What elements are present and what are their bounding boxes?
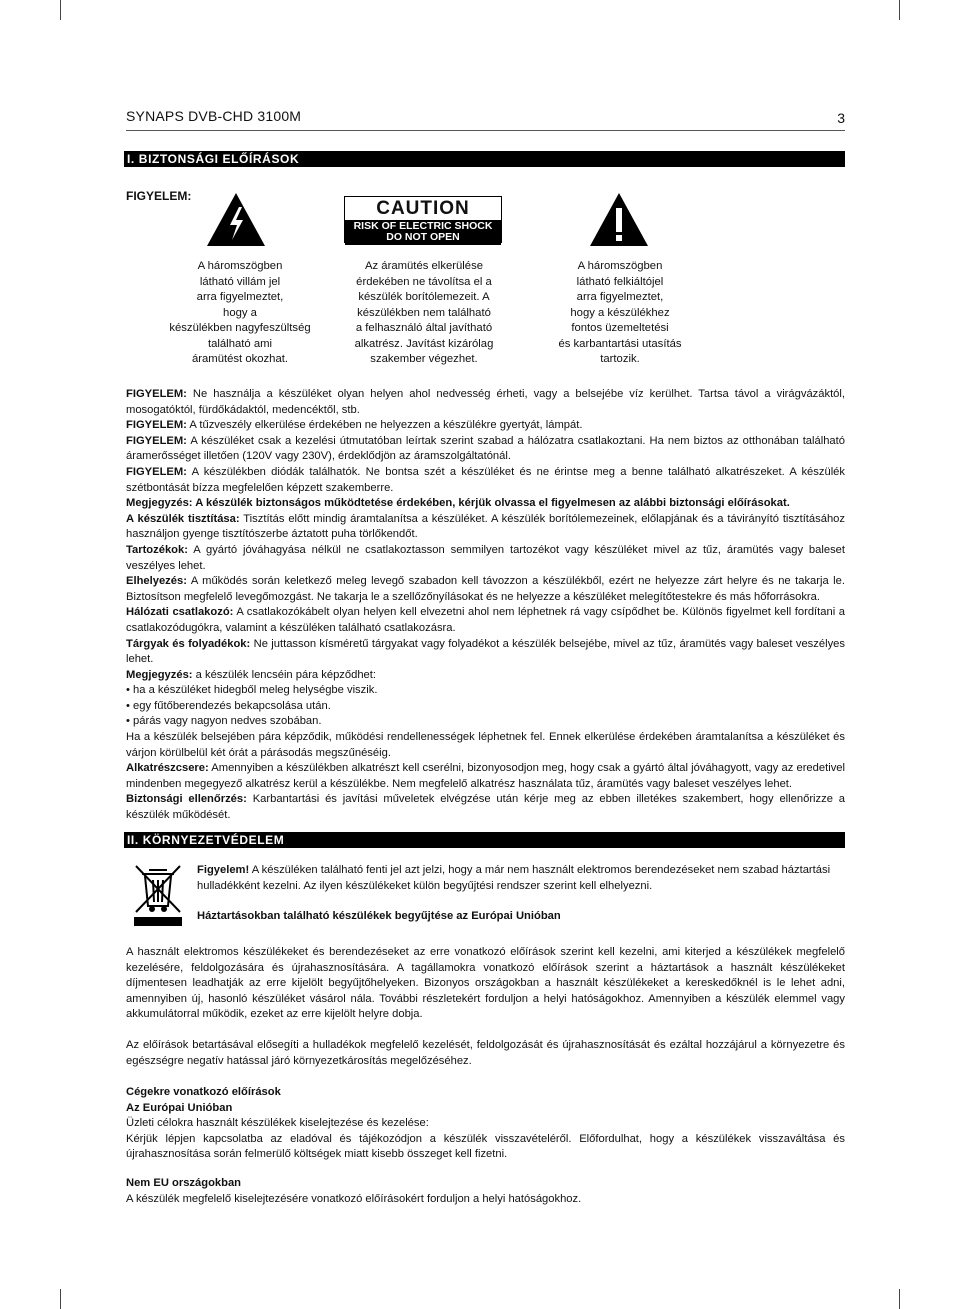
warning-paragraph bbox=[126, 761, 845, 792]
warning-text: Karbantartási és javítási műveletek elvégzése után kérje meg az ebben illetékes szakembert, hogy ellenőrizze a készülék működését. bbox=[126, 793, 846, 822]
eu-line-2: Kérjük lépjen kapcsolatba az eladóval és tájékozódjon a készülék visszavételéről. Előfordulhat, hogy a készülékek visszaváltása és újrahasznosítása során felmerülő költségek miatt kisebb összeget kell fizetni. bbox=[126, 1132, 845, 1161]
safety-instructions bbox=[126, 387, 845, 824]
warning-paragraph bbox=[126, 434, 845, 465]
figyelem-bang-label: Figyelem! bbox=[197, 864, 250, 876]
warning-text: Ne juttasson kísméretű tárgyakat vagy folyadékot a készülék belsejébe, mivel az tűz, áramütés vagy baleset veszélyes lehet. bbox=[126, 637, 845, 666]
weee-notice-text: A készüléken található fenti jel azt jelzi, hogy a már nem használt elektromos berendezéseket nem szabad háztartási hulladékként kezelni. Az ilyen készülékeket külön begyűjtési rendszer szerint kell elhelyezni. bbox=[197, 864, 831, 892]
bullet-item bbox=[126, 683, 845, 699]
warning-text: Ha a készülék belsejében pára képződik, működési rendellenességek léphetnek fel. Ennek elkerülése érdekében áramtalanítsa a készüléket és várjon körülbelül két órát a párásodás megszűnéséig. bbox=[126, 731, 845, 759]
caution-label bbox=[344, 196, 502, 243]
non-eu-text: A készülék megfelelő kiselejtezésére vonatkozó előírásokért forduljon a helyi hatóságokhoz. bbox=[126, 1192, 582, 1205]
warning-text: Tisztítás előtt mindig áramtalanítsa a készüléket. A készülék borítólemezeinek, előlapjának és a távirányító tisztításához használjon gyenge tisztítószerbe áztatott puha törlőkendőt. bbox=[126, 512, 845, 541]
warning-text: A gyártó jóváhagyása nélkül ne csatlakoztasson semmilyen tartozékot vagy készüléket mivel az tűz, áramütés vagy baleset veszélyes lehet. bbox=[126, 543, 845, 572]
warning-label: Tárgyak és folyadékok: bbox=[126, 637, 251, 650]
warning-label: Tartozékok: bbox=[126, 543, 188, 556]
eu-heading: Az Európai Unióban bbox=[126, 1101, 233, 1114]
warning-text: Ne használja a készüléket olyan helyen ahol nedvesség érheti, vagy a belsejébe víz kerülhet. Tartsa távol a virágvázáktól, mosogatóktól, fürdőkádaktól, medencéktől, stb. bbox=[126, 388, 845, 416]
crop-mark bbox=[60, 1289, 61, 1309]
warning-text: A készülékben diódák találhatók. Ne bontsa szét a készüléket és ne érintse meg a benne található alkatrészeket. A készülék szétbontását bízza megfelelően képzett szakemberre. bbox=[126, 465, 845, 494]
model-name: SYNAPS DVB-CHD 3100M bbox=[126, 108, 302, 124]
warning-paragraph bbox=[126, 418, 845, 434]
bullet-item bbox=[126, 699, 845, 715]
warning-label: Biztonsági ellenőrzés: bbox=[126, 793, 247, 806]
warning-label: Megjegyzés: A készülék biztonságos működtetése érdekében, kérjük olvassa el figyelmesen az alábbi biztonsági előírásokat. bbox=[126, 497, 790, 510]
warning-paragraph bbox=[126, 605, 845, 636]
page-number: 3 bbox=[837, 110, 845, 126]
bullet-text: • párás vagy nagyon nedves szobában. bbox=[126, 715, 322, 728]
warning-text: A működés során keletkező meleg levegő szabadon kell távozzon a készülékből, ezért ne helyezze zárt helyre és ne takarja le. Biztosítson megfelelő levegőmozgást. Ne takarja le a szellőzőnyílásokat és ne helyezze a készüléket melegítőtestekre és más hőforrásokra. bbox=[126, 575, 845, 603]
warning-paragraph bbox=[126, 512, 845, 543]
warning-label: FIGYELEM: bbox=[126, 388, 187, 400]
bullet-text: • egy fűtőberendezés bekapcsolása után. bbox=[126, 699, 331, 712]
section-title-environment: II. KÖRNYEZETVÉDELEM bbox=[124, 832, 845, 848]
exclamation-description: A háromszögben látható felkiáltójel arra figyelmeztet, hogy a készülékhez fontos üzemeltetési és karbantartási utasítás tartozik. bbox=[558, 260, 682, 365]
warning-label: A készülék tisztítása: bbox=[126, 512, 240, 525]
warning-text: A tűzveszély elkerülése érdekében ne helyezzen a készülékre gyertyát, lámpát. bbox=[186, 419, 583, 432]
warning-label: FIGYELEM: bbox=[126, 434, 187, 447]
company-block bbox=[126, 1085, 845, 1163]
non-eu-block bbox=[126, 1176, 845, 1207]
company-heading: Cégekre vonatkozó előírások bbox=[126, 1086, 281, 1098]
crop-mark bbox=[60, 0, 61, 20]
bullet-item bbox=[126, 714, 845, 730]
page-header bbox=[126, 108, 845, 131]
warning-paragraph bbox=[126, 543, 845, 574]
warning-paragraph bbox=[126, 637, 845, 668]
crop-mark bbox=[899, 0, 900, 20]
warning-paragraph bbox=[126, 668, 845, 684]
lightning-description: A háromszögben látható villám jel arra figyelmeztet, hogy a készülékben nagyfeszültség található ami áramütést okozhat. bbox=[169, 260, 311, 365]
warning-label: FIGYELEM: bbox=[126, 465, 187, 478]
warning-paragraph bbox=[126, 465, 845, 496]
eu-line-1: Üzleti célokra használt készülékek kiselejtezése és kezelése: bbox=[126, 1117, 429, 1130]
caution-line-2: DO NOT OPEN bbox=[386, 231, 460, 243]
household-paragraph: A használt elektromos készülékeket és berendezéseket az erre vonatkozó előírások szerint kell kezelni, ami kiterjed a készülékek megfelelő kezelésére, feldolgozására és újrahasznosítására. A tagállamokra vonatkozó előírások szerint a háztartások a használt készülékeket díjmentesen leadhatják az erre kijelölt begyűjtőhelyeken. Bizonyos országokban a használt készülékeket a kereskedőknél is le lehet adni, amennyiben új, hasonló készüléket vásárol nála. További részletekért forduljon a helyi hatóságokhoz. Amennyiben a készülék elemmel vagy akkumulátorral működik, ezeket az erre kijelölt helyre dobja. bbox=[126, 946, 845, 1021]
non-eu-heading: Nem EU országokban bbox=[126, 1177, 242, 1189]
section-title-safety: I. BIZTONSÁGI ELŐÍRÁSOK bbox=[124, 151, 845, 167]
warning-text: A csatlakozókábelt olyan helyen kell elvezetni ahol nem léphetnek rá vagy csípődhet be. Különös figyelmet kell fordítani a csatlakozódugókra, valamint a készüléken található csatlakozásra. bbox=[126, 606, 845, 634]
warning-text: a készülék lencséin pára képződhet: bbox=[192, 668, 376, 681]
caution-line-1: RISK OF ELECTRIC SHOCK bbox=[353, 220, 493, 232]
warning-paragraph bbox=[126, 387, 845, 418]
environment-paragraph: Az előírások betartásával elősegíti a hulladékok megfelelő kezelését, feldolgozását és újrahasznosítását és ezáltal hozzájárul a környezetre és egészségre negatív hatással járó környezetkárosítás megelőzéséhez. bbox=[126, 1039, 845, 1067]
figyelem-label: FIGYELEM: bbox=[126, 189, 192, 203]
warning-label: FIGYELEM: bbox=[126, 419, 187, 432]
warning-label: Alkatrészcsere: bbox=[126, 762, 209, 775]
warning-label: Megjegyzés: bbox=[126, 668, 193, 681]
caution-band bbox=[345, 220, 501, 245]
warning-paragraph bbox=[126, 730, 845, 761]
crop-mark bbox=[899, 1289, 900, 1309]
warning-label: Elhelyezés: bbox=[126, 575, 187, 588]
caution-description: Az áramütés elkerülése érdekében ne távolítsa el a készülék borítólemezeit. A készülékben nem található a felhasználó által javítható alkatrész. Javítást kizárólag szakember végezhet. bbox=[354, 260, 494, 365]
lightning-warning-icon bbox=[206, 192, 266, 247]
warning-text: Amennyiben a készülékben alkatrészt kell cserélni, bizonyosodjon meg, hogy csak a gyártó által jóváhagyott, vagy az eredetivel mindenben megegyező alkatrész kerül a készülékbe. Nem megfelelő alkatrész használata tűz, áramütés vagy baleset veszélyes lehet. bbox=[126, 762, 845, 790]
warning-label: Hálózati csatlakozó: bbox=[126, 606, 234, 619]
warning-paragraph bbox=[126, 574, 845, 605]
warning-text: A készüléket csak a kezelési útmutatóban leírtak szerint szabad a hálózatra csatlakoztani. Ha nem biztos az otthonában található áramerősséget illetően (120V vagy 230V), érdeklődjön az áramszolgáltatónál. bbox=[126, 434, 845, 463]
weee-notice bbox=[197, 863, 845, 894]
caution-title: CAUTION bbox=[376, 198, 470, 219]
warning-paragraph bbox=[126, 792, 845, 823]
crossed-bin-icon bbox=[132, 862, 184, 928]
household-heading: Háztartásokban található készülékek begyűjtése az Európai Unióban bbox=[197, 910, 561, 922]
exclamation-warning-icon bbox=[589, 192, 649, 247]
bullet-text: • ha a készüléket hidegből meleg helységbe viszik. bbox=[126, 684, 378, 697]
warning-paragraph bbox=[126, 496, 845, 512]
